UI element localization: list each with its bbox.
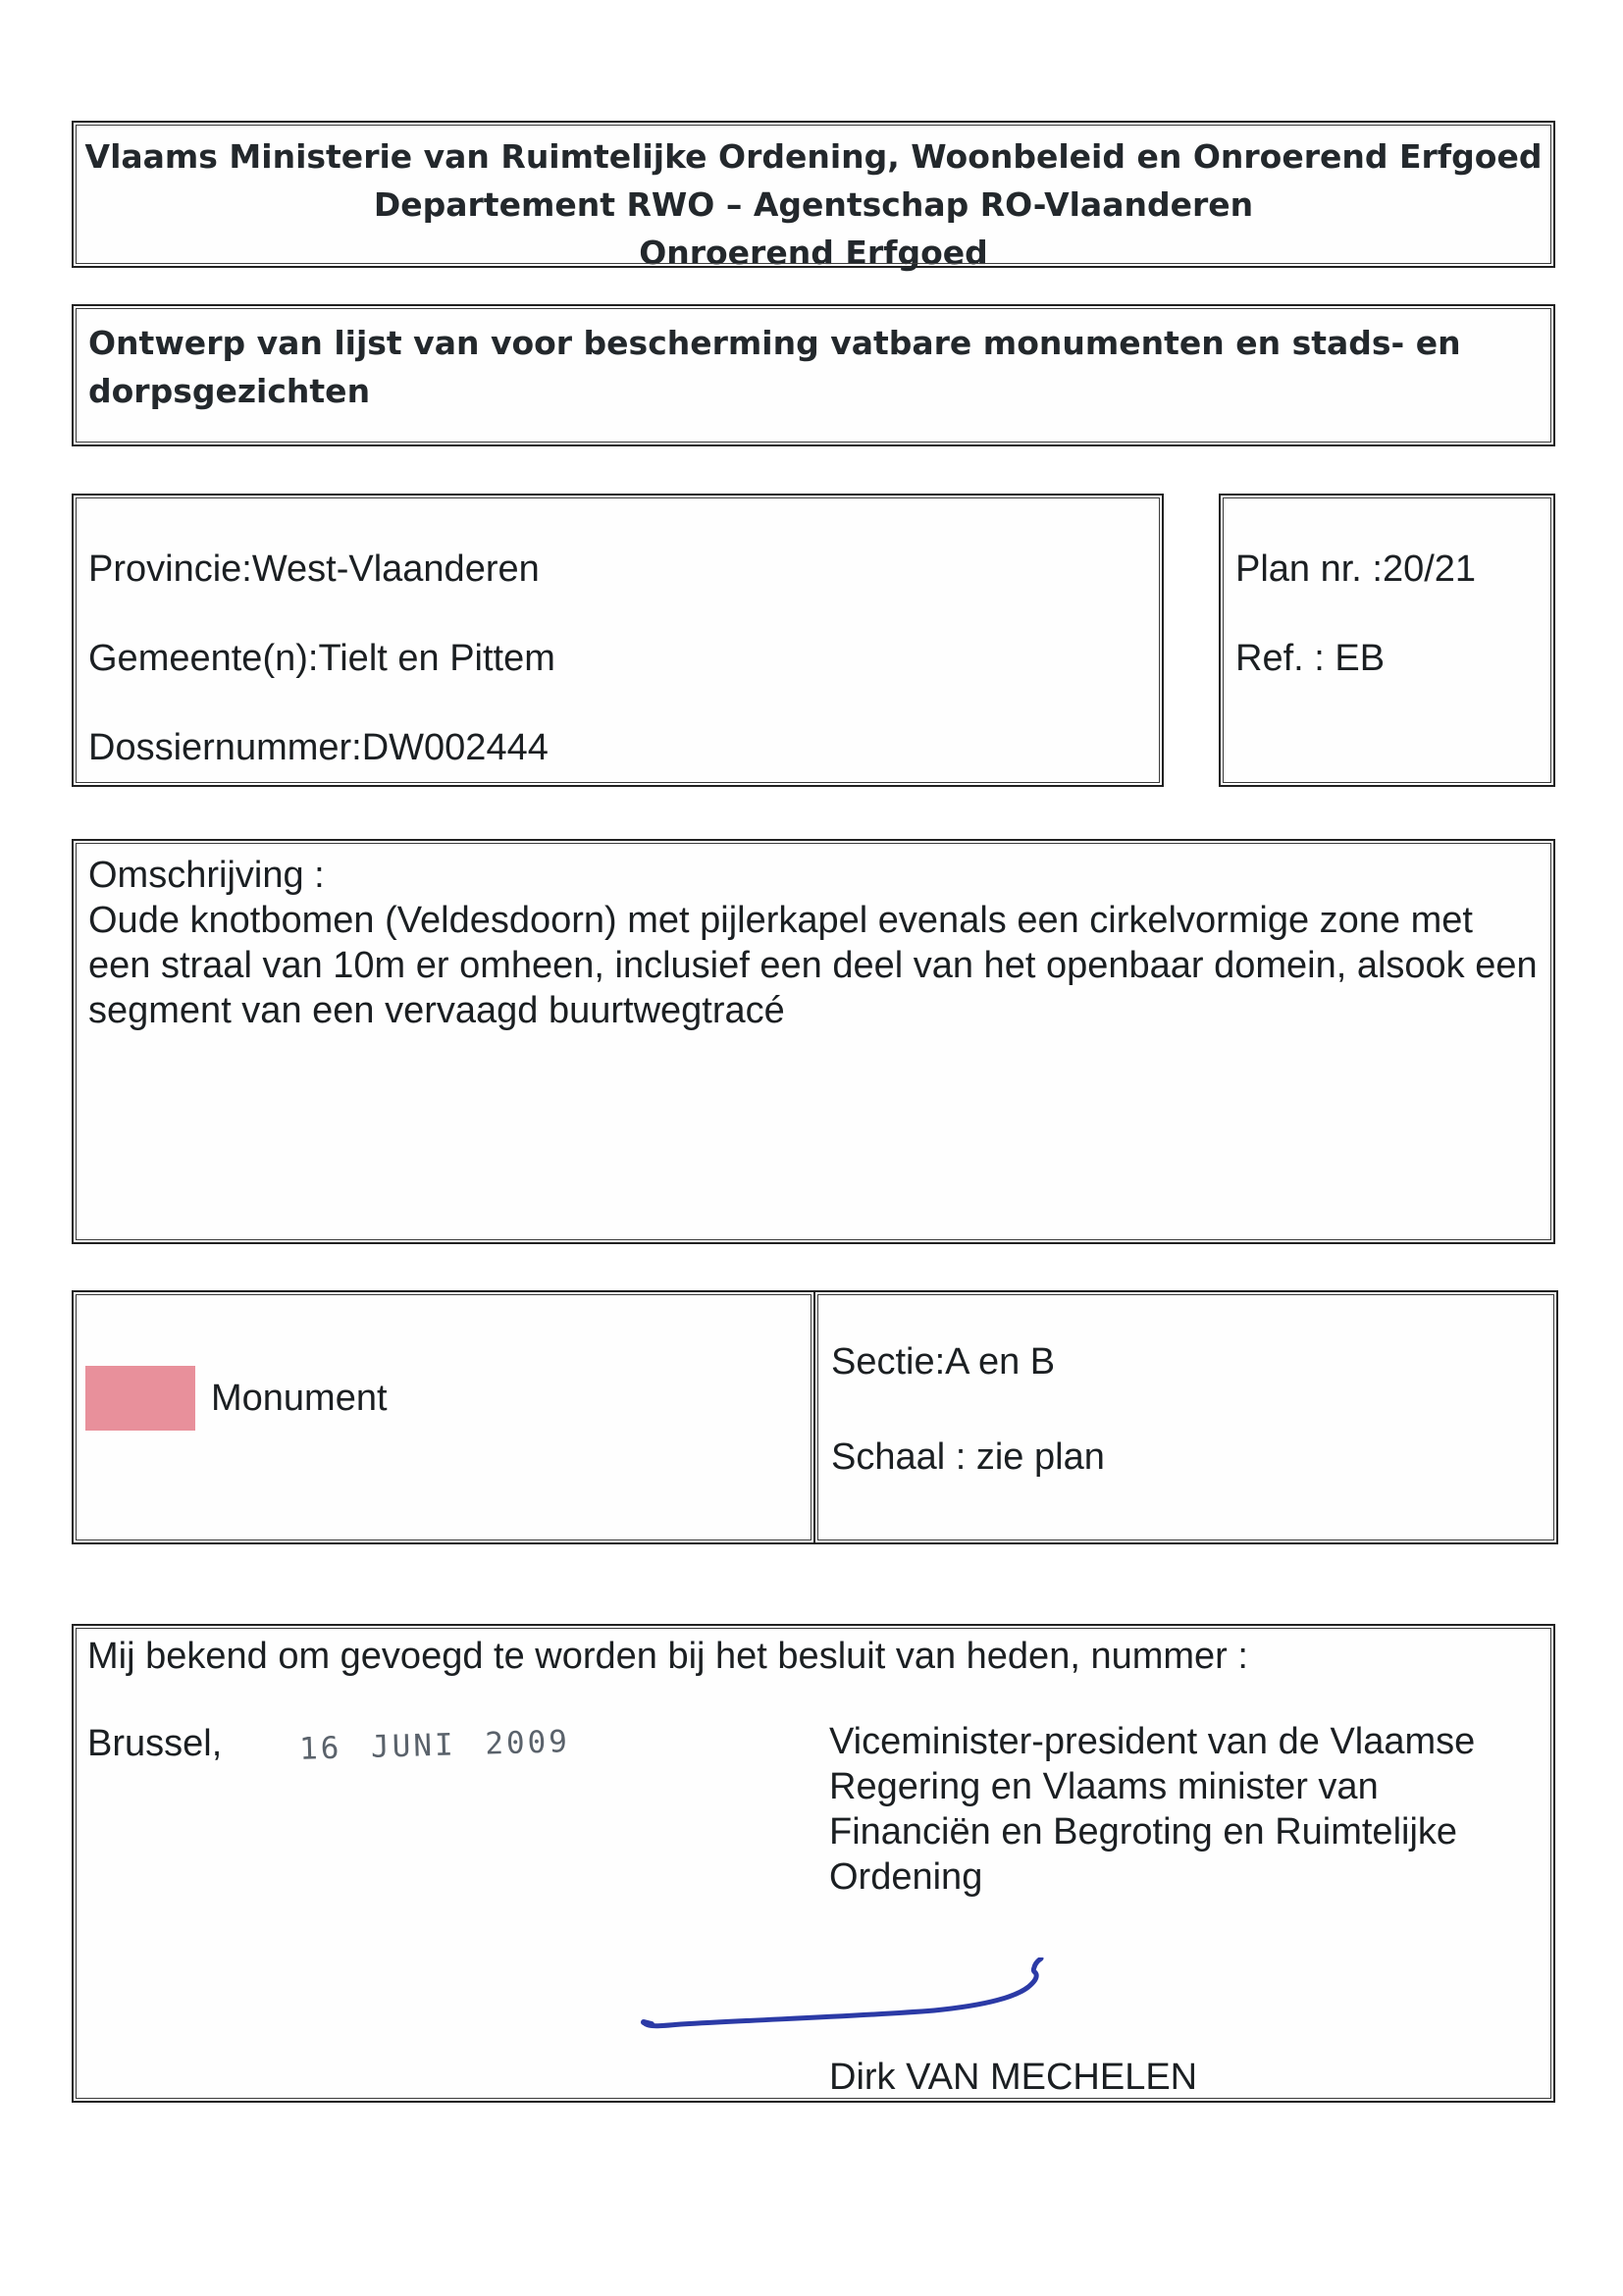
document-title-box (72, 304, 1555, 446)
plan-ref-box (1219, 494, 1555, 787)
document-title: Ontwerp van lijst van voor bescherming vatbare monumenten en stads- en dorpsgezichten (88, 324, 1461, 410)
ministry-header-box (72, 121, 1555, 272)
ministry-name-line: Vlaams Ministerie van Ruimtelijke Ordening, Woonbeleid en Onroerend Erfgoed (84, 137, 1543, 176)
description-text: Oude knotbomen (Veldesdoorn) met pijlerkapel evenals een cirkelvormige zone met een straal van 10m er omheen, inclusief een deel van het openbaar domein, alsook een segment van een vervaagd buurtwegtracé (88, 900, 1538, 1031)
dossier-number-field: Dossiernummer:DW002444 (88, 727, 549, 768)
legend-box (72, 1290, 815, 1544)
city-label: Brussel, (87, 1723, 223, 1764)
monument-legend-label: Monument (211, 1378, 388, 1419)
signature-box (72, 1624, 1555, 2103)
ref-field: Ref. : EB (1235, 638, 1386, 679)
statement-line: Mij bekend om gevoegd te worden bij het besluit van heden, nummer : (87, 1636, 1248, 1677)
signer-name: Dirk VAN MECHELEN (829, 2057, 1198, 2098)
plan-number-field: Plan nr. :20/21 (1235, 548, 1477, 590)
schaal-field: Schaal : zie plan (831, 1436, 1105, 1478)
department-line: Departement RWO – Agentschap RO-Vlaanderen (373, 185, 1254, 224)
province-field: Provincie:West-Vlaanderen (88, 548, 540, 590)
description-box (72, 839, 1555, 1244)
date-stamp: 16 JUNI 2009 (298, 1724, 571, 1767)
sectie-field: Sectie:A en B (831, 1341, 1056, 1383)
monument-color-swatch (85, 1366, 195, 1431)
minister-title: Viceminister-president van de Vlaamse Regering en Vlaams minister van Financiën en Begroting en Ruimtelijke Ordening (829, 1721, 1476, 1898)
municipality-field: Gemeente(n):Tielt en Pittem (88, 638, 555, 679)
signature-stroke (638, 1957, 1070, 2044)
agency-line: Onroerend Erfgoed (639, 234, 988, 272)
case-info-box (72, 494, 1164, 787)
sectie-schaal-box (813, 1290, 1558, 1544)
description-label: Omschrijving : (88, 855, 325, 896)
